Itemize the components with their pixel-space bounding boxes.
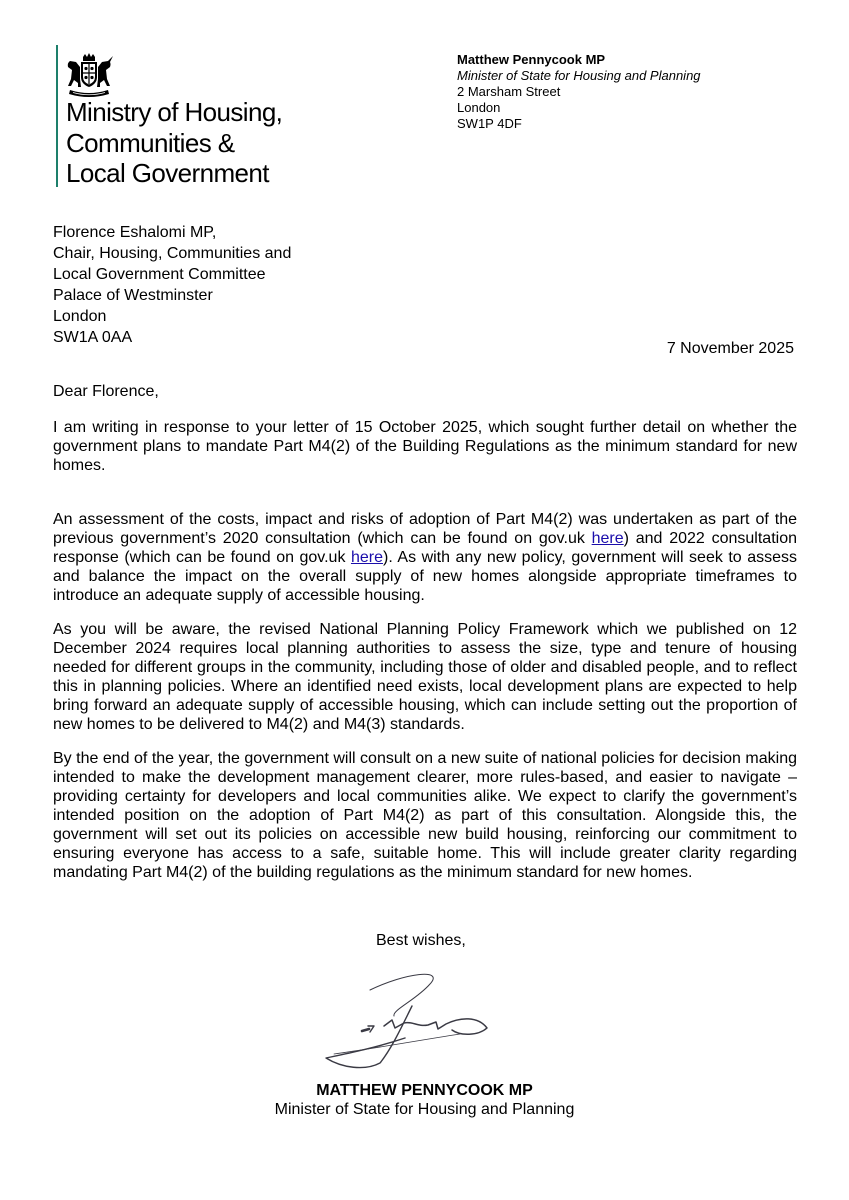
sender-address-line: 2 Marsham Street <box>457 84 561 99</box>
recipient-line: Chair, Housing, Communities and <box>53 245 292 262</box>
header-rule <box>56 45 58 187</box>
body-paragraph-2 <box>53 510 797 605</box>
recipient-line: SW1A 0AA <box>53 329 133 346</box>
sender-address-line: SW1P 4DF <box>457 116 522 131</box>
sender-address-line: London <box>457 100 501 115</box>
signatory-name: MATTHEW PENNYCOOK MP <box>316 1082 533 1099</box>
paragraph-text: An assessment of the costs, impact and risks of adoption of Part M4(2) was undertaken as part of the previous government’s 2020 consultation (which can be found on gov.uk <box>53 511 797 547</box>
consultation-2020-link[interactable]: here <box>591 530 624 547</box>
handwritten-signature-icon <box>320 968 510 1080</box>
letter-date: 7 November 2025 <box>666 340 794 357</box>
consultation-response-2022-link[interactable]: here <box>350 549 383 566</box>
body-paragraph-3: As you will be aware, the revised National Planning Policy Framework which we published on 12 December 2024 requires local planning authorities to assess the size, type and tenure of housing needed for different groups in the community, including those of older and disabled people, and to reflect this in planning policies. Where an identified need exists, local development plans are expected to help bring forward an adequate supply of accessible housing, which can include setting out the proportion of new homes to be delivered to M4(2) and M4(3) standards. <box>53 621 797 733</box>
salutation: Dear Florence, <box>53 383 159 400</box>
body-paragraph-4: By the end of the year, the government will consult on a new suite of national policies for decision making intended to make the development management clearer, more rules-based, and easier to navigate – providing certainty for developers and local communities alike. We expect to clarify the government’s intended position on the adoption of Part M4(2) as part of this consultation. Alongside this, the government will set out its policies on accessible new build housing, reinforcing our commitment to ensuring everyone has access to a safe, suitable home. This will include greater clarity regarding mandating Part M4(2) of the building regulations as the minimum standard for new homes. <box>53 750 797 881</box>
recipient-line: London <box>53 308 107 325</box>
recipient-line: Florence Eshalomi MP, <box>53 224 217 241</box>
sender-role: Minister of State for Housing and Planning <box>457 68 701 83</box>
sender-name: Matthew Pennycook MP <box>457 52 606 67</box>
recipient-line: Local Government Committee <box>53 266 266 283</box>
sender-address-block <box>457 52 701 132</box>
paragraph-text: ). As with any new policy, government will seek to assess and balance the impact on the overall supply of new homes alongside appropriate timeframes to introduce an adequate supply of accessible housing. <box>53 549 797 604</box>
recipient-line: Palace of Westminster <box>53 287 213 304</box>
signatory-role: Minister of State for Housing and Planning <box>274 1101 575 1118</box>
recipient-address-block <box>53 222 291 348</box>
paragraph-text: ) and 2022 consultation response (which can be found on gov.uk <box>53 530 797 566</box>
ministry-line: Ministry of Housing, <box>66 97 283 127</box>
ministry-line: Local Government <box>66 158 269 188</box>
body-paragraph-1: I am writing in response to your letter of 15 October 2025, which sought further detail on whether the government plans to mandate Part M4(2) of the Building Regulations as the minimum standard for new homes. <box>53 419 797 474</box>
closing-line: Best wishes, <box>376 932 466 949</box>
ministry-line: Communities & <box>66 127 235 158</box>
royal-coat-of-arms-icon <box>64 53 114 99</box>
ministry-name <box>66 97 282 189</box>
